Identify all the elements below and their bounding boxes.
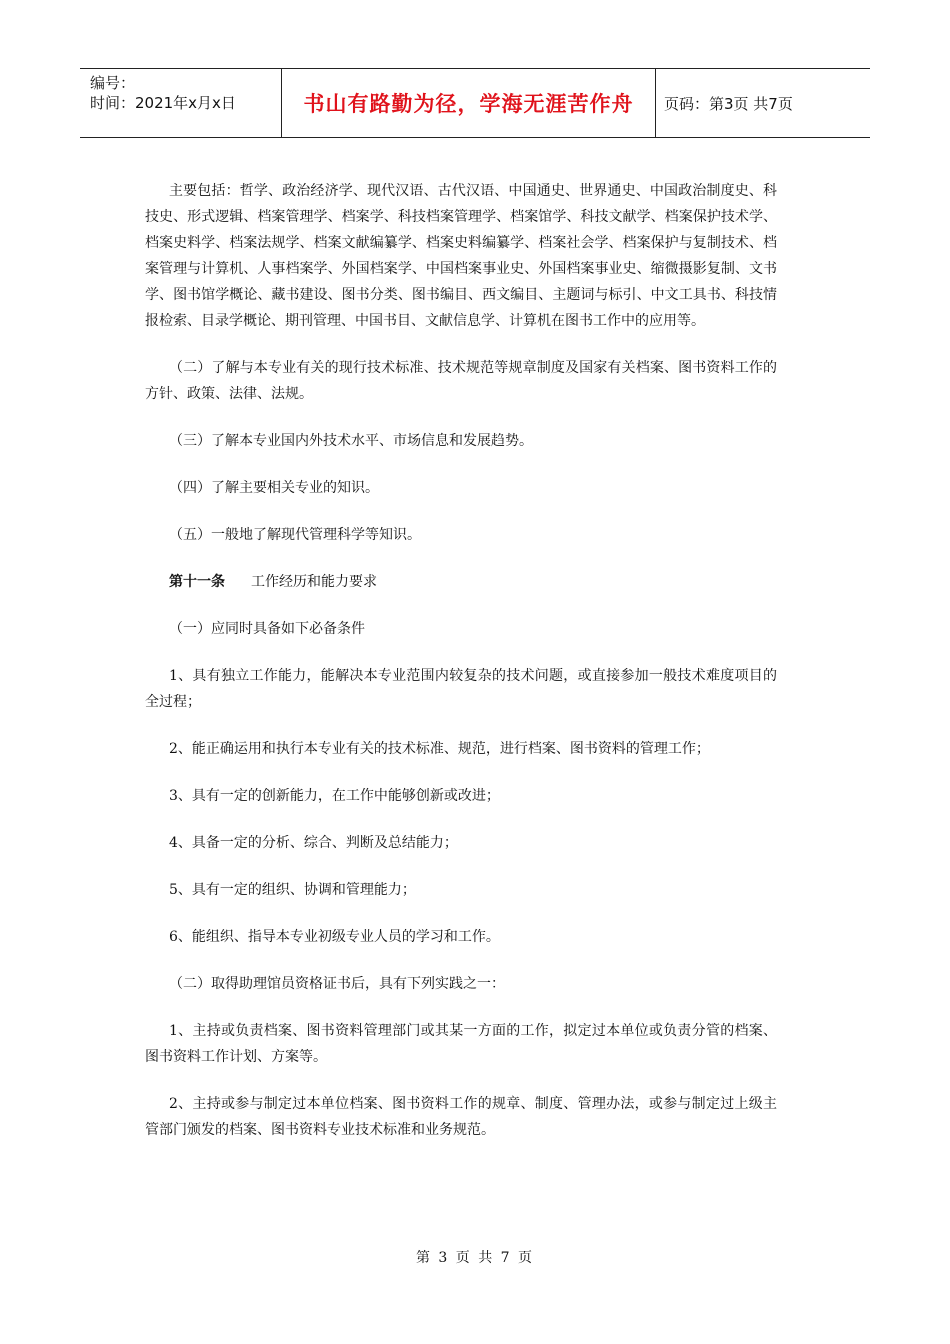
page-header [80,68,870,138]
paragraph: 2、能正确运用和执行本专业有关的技术标准、规范，进行档案、图书资料的管理工作； [169,741,710,757]
paragraph: 4、具备一定的分析、综合、判断及总结能力； [169,835,458,851]
article-heading [145,569,777,595]
paragraph: （二）了解与本专业有关的现行技术标准、技术规范等规章制度及国家有关档案、图书资料工作的方针、政策、法律、法规。 [145,360,777,402]
paragraph: 主要包括：哲学、政治经济学、现代汉语、古代汉语、中国通史、世界通史、中国政治制度史、科技史、形式逻辑、档案管理学、档案学、科技档案管理学、档案馆学、科技文献学、档案保护技术学、档案史料学、档案法规学、档案文献编纂学、档案史料编纂学、档案社会学、档案保护与复制技术、档案管理与计算机、人事档案学、外国档案学、中国档案事业史、外国档案事业史、缩微摄影复制、文书学、图书馆学概论、藏书建设、图书分类、图书编目、西文编目、主题词与标引、中文工具书、科技情报检索、目录学概论、期刊管理、中国书目、文献信息学、计算机在图书工作中的应用等。 [145,183,777,329]
header-meta [80,69,282,137]
paragraph: （二）取得助理馆员资格证书后，具有下列实践之一： [169,976,505,992]
page-footer: 第 3 页 共 7 页 [415,1250,535,1266]
motto: 书山有路勤为径，学海无涯苦作舟 [303,92,634,116]
paragraph: 3、具有一定的创新能力，在工作中能够创新或改进； [169,788,500,804]
paragraph: 5、具有一定的组织、协调和管理能力； [169,882,416,898]
paragraph: （三）了解本专业国内外技术水平、市场信息和发展趋势。 [169,433,533,449]
page-code: 页码：第3页 共7页 [664,94,793,113]
article-title: 工作经历和能力要求 [251,574,377,590]
document-date: 时间：2021年x月x日 [90,94,236,112]
header-motto-cell [282,69,656,137]
paragraph: （四）了解主要相关专业的知识。 [169,480,379,496]
paragraph: 1、具有独立工作能力，能解决本专业范围内较复杂的技术问题，或直接参加一般技术难度项目的全过程； [145,668,777,710]
document-number: 编号： [90,74,136,92]
document-body [145,178,777,1164]
paragraph: 6、能组织、指导本专业初级专业人员的学习和工作。 [169,929,500,945]
paragraph: （一）应同时具备如下必备条件 [169,621,365,637]
article-label: 第十一条 [169,574,225,590]
paragraph: （五）一般地了解现代管理科学等知识。 [169,527,421,543]
paragraph: 1、主持或负责档案、图书资料管理部门或其某一方面的工作，拟定过本单位或负责分管的档案、图书资料工作计划、方案等。 [145,1023,777,1065]
paragraph: 2、主持或参与制定过本单位档案、图书资料工作的规章、制度、管理办法，或参与制定过上级主管部门颁发的档案、图书资料专业技术标准和业务规范。 [145,1096,777,1138]
header-page-code [656,69,870,137]
